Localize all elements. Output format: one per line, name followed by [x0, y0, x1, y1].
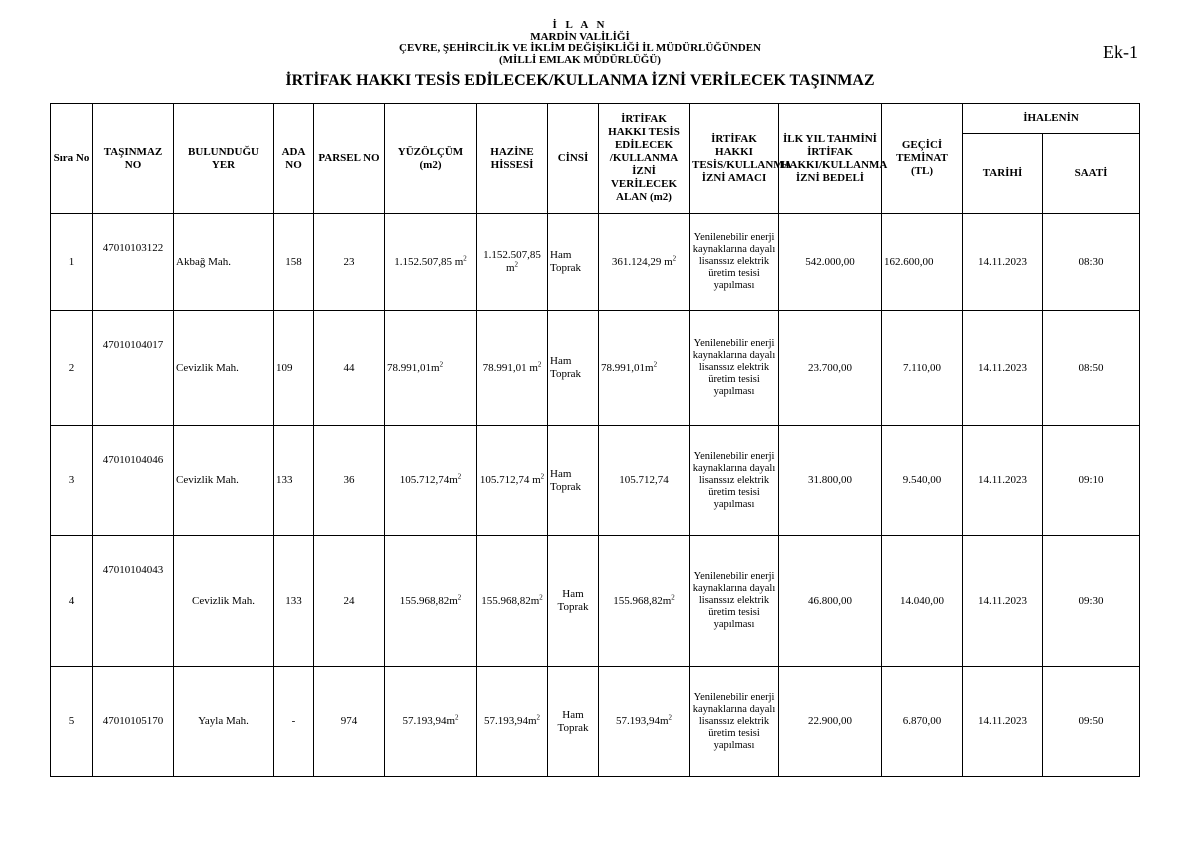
cell-yuzolcum: 1.152.507,85 $m^2$ — [385, 214, 477, 311]
cell-saat: 09:10 — [1043, 426, 1140, 536]
cell-cinsi: Ham Toprak — [548, 426, 599, 536]
cell-tarih: 14.11.2023 — [963, 214, 1043, 311]
table-row — [51, 311, 1140, 426]
cell-tarih: 14.11.2023 — [963, 311, 1043, 426]
table-row — [51, 536, 1140, 667]
col-amac: İRTİFAK HAKKI TESİS/KULLANMA İZNİ AMACI — [690, 104, 779, 214]
cell-tasinmaz: 47010104043 — [93, 536, 174, 667]
col-teminat: GEÇİCİ TEMİNAT (TL) — [882, 104, 963, 214]
col-tasinmaz: TAŞINMAZ NO — [93, 104, 174, 214]
cell-sira: 4 — [51, 536, 93, 667]
cell-parsel: 44 — [314, 311, 385, 426]
cell-yer: Akbağ Mah. — [174, 214, 274, 311]
cell-amac: Yenilenebilir enerji kaynaklarına dayalı lisanssız elektrik üretim tesisi yapılması — [690, 667, 779, 777]
cell-ada: 109 — [274, 311, 314, 426]
cell-parsel: 24 — [314, 536, 385, 667]
cell-ada: 133 — [274, 536, 314, 667]
cell-tasinmaz: 47010104017 — [93, 311, 174, 426]
cell-hazine: 78.991,01 $m^2$ — [477, 311, 548, 426]
col-alan: İRTİFAK HAKKI TESİS EDİLECEK /KULLANMA İZNİ VERİLECEK ALAN (m2) — [599, 104, 690, 214]
cell-parsel: 974 — [314, 667, 385, 777]
cell-yuzolcum: $78.991,01m^2$ — [385, 311, 477, 426]
table-row — [51, 214, 1140, 311]
cell-tasinmaz: 47010103122 — [93, 214, 174, 311]
cell-parsel: 23 — [314, 214, 385, 311]
col-bedel: İLK YIL TAHMİNİ İRTİFAK HAKKI/KULLANMA İZNİ BEDELİ — [779, 104, 882, 214]
cell-cinsi: Ham Toprak — [548, 214, 599, 311]
cell-sira: 2 — [51, 311, 93, 426]
cell-teminat: 9.540,00 — [882, 426, 963, 536]
cell-tasinmaz: 47010105170 — [93, 667, 174, 777]
announcement-heading: İ L A N — [552, 19, 608, 31]
col-cinsi: CİNSİ — [548, 104, 599, 214]
cell-bedel: 31.800,00 — [779, 426, 882, 536]
cell-teminat: 14.040,00 — [882, 536, 963, 667]
department-name: (MİLLİ EMLAK MÜDÜRLÜĞÜ) — [499, 54, 661, 66]
cell-sira: 5 — [51, 667, 93, 777]
cell-sira: 3 — [51, 426, 93, 536]
col-saat: SAATİ — [1043, 134, 1140, 214]
col-hazine: HAZİNE HİSSESİ — [477, 104, 548, 214]
annex-label: Ek-1 — [1103, 42, 1138, 62]
cell-yuzolcum: $57.193,94m^2$ — [385, 667, 477, 777]
directorate-name: ÇEVRE, ŞEHİRCİLİK VE İKLİM DEĞİŞİKLİĞİ İL MÜDÜRLÜĞÜNDEN — [399, 42, 761, 54]
col-sira: Sıra No — [51, 104, 93, 214]
cell-ada: 158 — [274, 214, 314, 311]
cell-amac: Yenilenebilir enerji kaynaklarına dayalı lisanssız elektrik üretim tesisi yapılması — [690, 214, 779, 311]
cell-yuzolcum: $155.968,82m^2$ — [385, 536, 477, 667]
cell-cinsi: Ham Toprak — [548, 667, 599, 777]
cell-bedel: 22.900,00 — [779, 667, 882, 777]
cell-saat: 08:50 — [1043, 311, 1140, 426]
cell-alan: $155.968,82m^2$ — [599, 536, 690, 667]
col-parsel: PARSEL NO — [314, 104, 385, 214]
cell-saat: 09:30 — [1043, 536, 1140, 667]
cell-alan: $57.193,94m^2$ — [599, 667, 690, 777]
cell-tarih: 14.11.2023 — [963, 426, 1043, 536]
col-yuzolcum: YÜZÖLÇÜM (m2) — [385, 104, 477, 214]
cell-alan: 105.712,74 — [599, 426, 690, 536]
cell-bedel: 542.000,00 — [779, 214, 882, 311]
cell-amac: Yenilenebilir enerji kaynaklarına dayalı lisanssız elektrik üretim tesisi yapılması — [690, 536, 779, 667]
cell-yer: Cevizlik Mah. — [174, 536, 274, 667]
cell-bedel: 23.700,00 — [779, 311, 882, 426]
governorship-name: MARDİN VALİLİĞİ — [530, 31, 630, 43]
cell-parsel: 36 — [314, 426, 385, 536]
col-ihalenin: İHALENİN — [963, 104, 1140, 134]
cell-yer: Yayla Mah. — [174, 667, 274, 777]
table-row — [51, 667, 1140, 777]
cell-hazine: 1.152.507,85 $m^2$ — [477, 214, 548, 311]
col-ada: ADA NO — [274, 104, 314, 214]
cell-cinsi: Ham Toprak — [548, 536, 599, 667]
cell-tarih: 14.11.2023 — [963, 667, 1043, 777]
cell-teminat: 162.600,00 — [882, 214, 963, 311]
cell-tarih: 14.11.2023 — [963, 536, 1043, 667]
cell-cinsi: Ham Toprak — [548, 311, 599, 426]
cell-teminat: 7.110,00 — [882, 311, 963, 426]
col-bulundugu: BULUNDUĞU YER — [174, 104, 274, 214]
cell-hazine: 105.712,74 $m^2$ — [477, 426, 548, 536]
table-row — [51, 426, 1140, 536]
cell-tasinmaz: 47010104046 — [93, 426, 174, 536]
cell-ada: 133 — [274, 426, 314, 536]
cell-bedel: 46.800,00 — [779, 536, 882, 667]
cell-yer: Cevizlik Mah. — [174, 311, 274, 426]
cell-alan: $78.991,01m^2$ — [599, 311, 690, 426]
col-tarih: TARİHİ — [963, 134, 1043, 214]
property-table — [50, 103, 1140, 777]
cell-sira: 1 — [51, 214, 93, 311]
cell-hazine: $57.193,94m^2$ — [477, 667, 548, 777]
cell-teminat: 6.870,00 — [882, 667, 963, 777]
cell-saat: 09:50 — [1043, 667, 1140, 777]
cell-hazine: $155.968,82m^2$ — [477, 536, 548, 667]
document-title: İRTİFAK HAKKI TESİS EDİLECEK/KULLANMA İZNİ VERİLECEK TAŞINMAZ — [285, 72, 875, 89]
cell-alan: 361.124,29 $m^2$ — [599, 214, 690, 311]
cell-amac: Yenilenebilir enerji kaynaklarına dayalı lisanssız elektrik üretim tesisi yapılması — [690, 311, 779, 426]
cell-amac: Yenilenebilir enerji kaynaklarına dayalı lisanssız elektrik üretim tesisi yapılması — [690, 426, 779, 536]
cell-ada: - — [274, 667, 314, 777]
cell-yer: Cevizlik Mah. — [174, 426, 274, 536]
cell-yuzolcum: $105.712,74m^2$ — [385, 426, 477, 536]
cell-saat: 08:30 — [1043, 214, 1140, 311]
